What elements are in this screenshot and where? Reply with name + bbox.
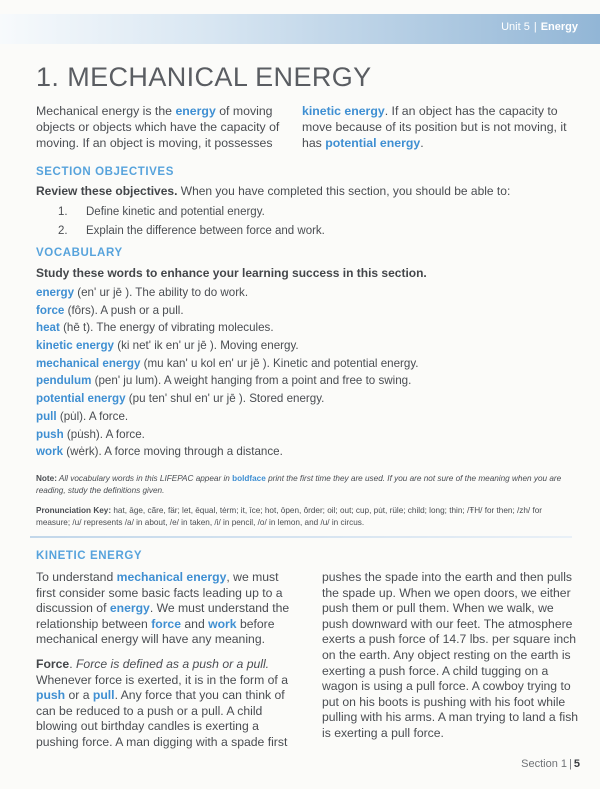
objective-number: 2.: [58, 224, 68, 237]
pronunciation-text: hat, āge, cãre, fär; let, ēqual, tėrm; it, īce; hot, ōpen, ôrder; oil; out; cup, pu̇t, rüle; child; long; thin; /ŦH/ for then; /zh/ for measure; /u/ represents /a/ in about, /e/ in taken, /i/ in pencil, /o/ in lemon, and /u/ in circus.: [36, 506, 543, 527]
section-divider: [30, 536, 572, 538]
objectives-lead: [36, 184, 510, 198]
vocabulary-note: [36, 473, 576, 497]
footer-separator: |: [569, 758, 572, 770]
objective-item: [58, 222, 325, 241]
vocab-term: heat: [36, 321, 60, 335]
text-run: or a: [65, 688, 93, 703]
objectives-lead-rest: When you have completed this section, you should be able to:: [177, 184, 511, 198]
unit-number: Unit 5: [501, 21, 530, 33]
vocab-term: push: [36, 427, 64, 441]
vocab-definition: (pu̇l). A force.: [56, 409, 129, 423]
page-footer: [521, 758, 580, 770]
objectives-heading: SECTION OBJECTIVES: [36, 166, 174, 178]
page-title: 1. MECHANICAL ENERGY: [36, 62, 372, 92]
vocab-entry: [36, 372, 419, 390]
vocab-term: kinetic energy: [36, 339, 114, 353]
body-col-left: [36, 570, 290, 760]
objective-text: Define kinetic and potential energy.: [86, 206, 265, 218]
term-force-bold: Force: [36, 656, 70, 671]
vocab-definition: (mu kan' u kol en' ur jē ). Kinetic and potential energy.: [140, 356, 419, 370]
vocabulary-list: [36, 284, 419, 461]
vocab-definition: (pu ten' shul en' ur jē ). Stored energy.: [125, 392, 325, 406]
paragraph: [36, 657, 290, 751]
vocab-definition: (wėrk). A force moving through a distance.: [63, 445, 283, 459]
vocab-entry: [36, 355, 419, 373]
paragraph: pushes the spade into the earth and then pulls the spade up. When we open doors, we either push them or pull them. When we walk, we push downward with our feet. The atmosphere exerts a push force of 14.7 lbs. per square inch on the earth. Any object resting on the earth is exerting a push force. A child tugging on a wagon is using a pull force. A cowboy trying to put on his boots is pushing with his foot while pulling with his arms. A man trying to land a fish is exerting a pull force.: [322, 570, 579, 740]
pronunciation-label: Pronunciation Key:: [36, 506, 112, 515]
objective-text: Explain the difference between force and work.: [86, 224, 325, 237]
vocab-definition: (pu̇sh). A force.: [63, 427, 145, 441]
intro-text-1: Mechanical energy is the: [36, 104, 176, 118]
pronunciation-key: [36, 505, 576, 529]
unit-topic: Energy: [540, 21, 578, 33]
text-run: , we must first consider some basic facts leading up to a discussion of: [36, 570, 283, 616]
objective-item: [58, 203, 325, 222]
vocab-term: force: [36, 303, 65, 317]
unit-separator: |: [533, 21, 537, 33]
text-run: before mechanical energy will have any meaning.: [36, 616, 275, 647]
vocab-term: potential energy: [36, 392, 126, 406]
vocab-definition: (fôrs). A push or a pull.: [64, 303, 184, 317]
keyword-pull: pull: [92, 688, 115, 703]
note-text-2: print the first time they are used. If you are not sure of the meaning when you are reading, study the definitions given.: [36, 474, 562, 495]
vocab-term: work: [36, 445, 64, 459]
keyword-work: work: [208, 616, 237, 631]
body-col-right: [322, 570, 582, 751]
text-run: .: [69, 656, 76, 671]
vocab-definition: (en' ur jē ). The ability to do work.: [74, 286, 249, 299]
intro-col-left: [36, 103, 286, 152]
vocab-term: pull: [36, 409, 57, 423]
force-definition: Force is defined as a push or a pull.: [75, 656, 270, 671]
text-run: . We must understand the relationship between: [36, 601, 290, 631]
vocab-entry: [36, 443, 419, 461]
vocab-definition: (hē t). The energy of vibrating molecules.: [59, 321, 274, 335]
note-label: Note:: [36, 474, 57, 483]
text-run: and: [181, 616, 209, 631]
vocabulary-lead: [36, 266, 427, 280]
vocab-term: pendulum: [36, 374, 92, 388]
objectives-lead-bold: Review these objectives.: [36, 184, 178, 198]
keyword-energy: energy: [109, 601, 150, 616]
objective-number: 1.: [58, 206, 68, 218]
vocabulary-heading: VOCABULARY: [36, 247, 123, 259]
text-run: . Any force that you can think of can be reduced to a push or a pull. A child blowing out birthday candles is exerting a pushing force. A man digging with a spade first: [36, 688, 288, 749]
note-text-1: All vocabulary words in this LIFEPAC appear in: [56, 474, 233, 483]
page-number: 5: [573, 758, 580, 770]
vocab-entry: [36, 426, 419, 444]
text-run: To understand: [36, 570, 117, 584]
unit-label: [501, 21, 578, 33]
keyword-potential-energy: potential energy: [325, 136, 421, 151]
vocab-term: mechanical energy: [36, 356, 141, 370]
footer-section: Section 1: [521, 758, 568, 770]
vocab-definition: (ki net' ik en' ur jē ). Moving energy.: [113, 339, 299, 353]
intro-text-2: of moving objects or objects which have the capacity of moving. If an object is moving, it possesses: [36, 104, 280, 151]
objectives-list: [58, 203, 325, 240]
vocabulary-lead-bold: Study these words to enhance your learning success in this section.: [36, 266, 427, 280]
keyword-energy: energy: [175, 104, 216, 118]
text-run: Whenever force is exerted, it is in the form of a: [36, 672, 288, 687]
vocab-definition: (pen' ju lum). A weight hanging from a point and free to swing.: [91, 374, 412, 388]
keyword-force: force: [151, 616, 181, 631]
vocab-entry: [36, 390, 419, 408]
vocab-entry: [36, 302, 419, 320]
vocab-entry: [36, 408, 419, 426]
vocab-entry: [36, 337, 419, 355]
kinetic-energy-heading: KINETIC ENERGY: [36, 550, 143, 562]
intro-text-4: .: [420, 136, 424, 151]
keyword-push: push: [36, 688, 66, 703]
keyword-kinetic-energy: kinetic energy: [302, 104, 385, 118]
vocab-entry: [36, 284, 419, 302]
keyword-mechanical-energy: mechanical energy: [116, 570, 227, 584]
vocab-term: energy: [36, 286, 75, 299]
vocab-entry: [36, 319, 419, 337]
note-keyword: boldface: [232, 474, 266, 483]
intro-text-3: . If an object has the capacity to move because of its position but is not moving, it has: [302, 104, 567, 151]
intro-col-right: [302, 103, 576, 152]
paragraph: [36, 570, 290, 648]
